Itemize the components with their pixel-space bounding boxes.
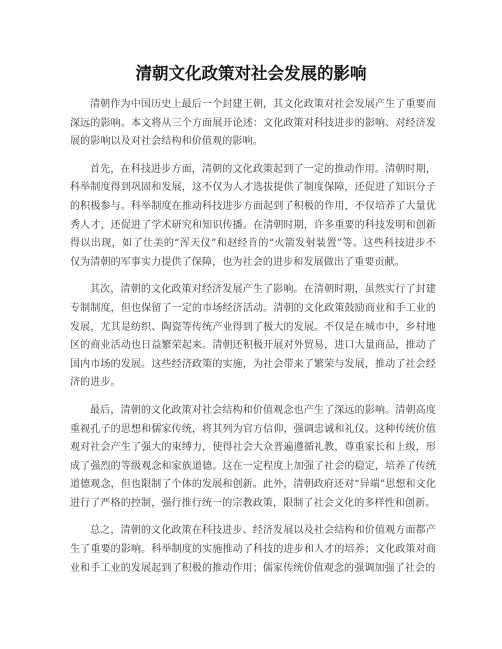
document-body bbox=[70, 96, 436, 587]
paragraph-economy: 其次，清朝的文化政策对经济发展产生了影响。在清朝时期，虽然实行了封建专制制度，但也保留了一定的市场经济活动。清朝的文化政策鼓励商业和手工业的发展，尤其是纺织、陶瓷等传统产业得到了极大的发展。不仅是在城市中，乡村地区的商业活动也日益繁荣起来。清朝还积极开展对外贸易，进口大量商品，推动了国内市场的发展。这些经济政策的实施，为社会带来了繁荣与发展，推动了社会经济的进步。 bbox=[70, 284, 436, 389]
document-title: 清朝文化政策对社会发展的影响 bbox=[135, 64, 367, 83]
paragraph-technology: 首先，在科技进步方面，清朝的文化政策起到了一定的推动作用。清朝时期，科举制度得到巩固和发展，这不仅为人才选拔提供了制度保障，还促进了知识分子的积极参与。科举制度在推动科技进步方面起到了积极的作用，不仅培养了大量优秀人才，还促进了学术研究和知识传播。在清朝时期，许多重要的科技发明和创新得以出现，如了仕美的“浑天仪”和赵经肯的“火箭发射装置”等。这些科技进步不仅为清朝的军事实力提供了保障，也为社会的进步和发展做出了重要贡献。 bbox=[70, 163, 436, 268]
paragraph-summary: 总之，清朝的文化政策在科技进步、经济发展以及社会结构和价值观方面都产生了重要的影响。科举制度的实施推动了科技的进步和人才的培养；文化政策对商业和手工业的发展起到了积极的推动作用；儒家传统价值观念的强调加强了社会的 bbox=[70, 525, 436, 574]
paragraph-society: 最后，清朝的文化政策对社会结构和价值观念也产生了深远的影响。清朝高度重视孔子的思想和儒家传统，将其列为官方信仰，强调忠诚和礼仪。这种传统价值观对社会产生了强大的束缚力，使得社会大众普遍遵循礼教，尊重家长和上级，形成了强烈的等级观念和家族道德。这在一定程度上加强了社会的稳定，培养了传统道德观念，但也限制了个体的发展和创新。此外，清朝政府还对“异端”思想和文化进行了严格的控制，强行推行统一的宗教政策，限制了社会文化的多样性和创新。 bbox=[70, 404, 436, 509]
paragraph-intro: 清朝作为中国历史上最后一个封建王朝，其文化政策对社会发展产生了重要而深远的影响。本文将从三个方面展开论述：文化政策对科技进步的影响、对经济发展的影响以及对社会结构和价值观的影响。 bbox=[70, 99, 436, 148]
